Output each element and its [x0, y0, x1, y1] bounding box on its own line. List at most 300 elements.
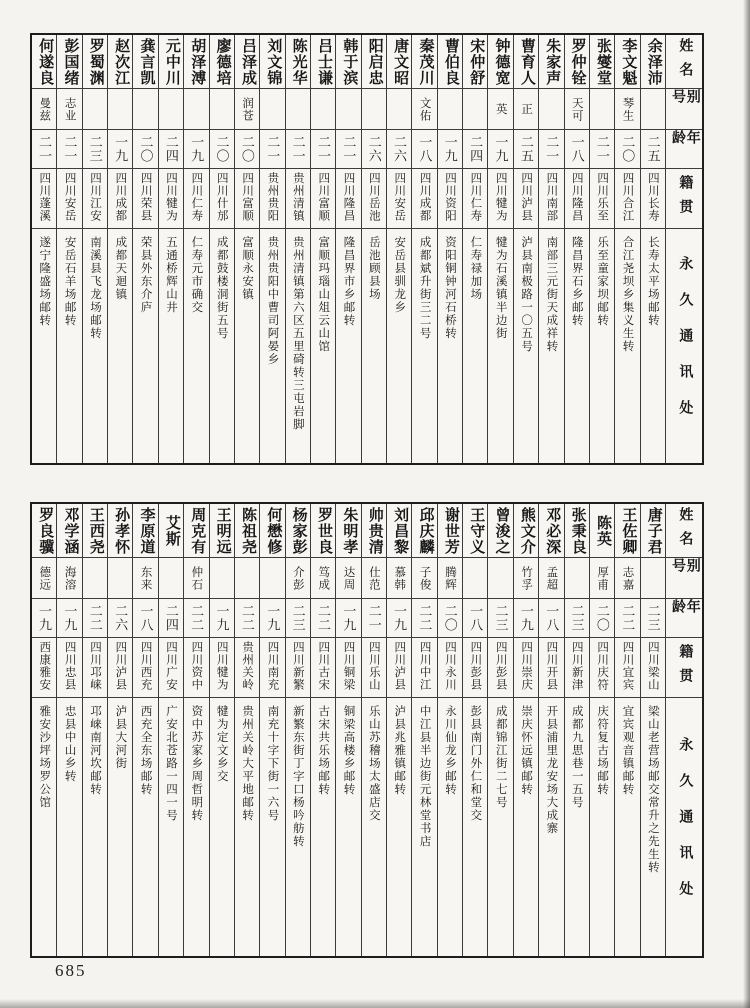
- entry-column: [108, 504, 133, 956]
- entry-age: 一八: [412, 130, 436, 169]
- entry-column: [260, 504, 285, 956]
- entry-name: 陈祖尧: [235, 504, 259, 558]
- entry-native-place: 四川资阳: [438, 169, 462, 229]
- entry-alias: [463, 89, 487, 130]
- entry-name: 张燮堂: [590, 35, 614, 89]
- entry-column: [463, 504, 488, 956]
- entry-alias: 竹孚: [514, 558, 538, 599]
- entry-native-place: 四川仁寿: [184, 169, 208, 229]
- entry-name: 罗世良: [311, 504, 335, 558]
- entry-native-place: 四川合江: [615, 169, 639, 229]
- entry-name: 王守义: [463, 504, 487, 558]
- entry-native-place: 四川资中: [184, 638, 208, 698]
- entry-column: [362, 35, 387, 463]
- entry-alias: [108, 89, 132, 130]
- entry-age: 二六: [362, 130, 386, 169]
- entry-alias: [260, 558, 284, 599]
- entry-address: 贵州关岭大平地邮转: [241, 705, 254, 822]
- entry-alias: [488, 558, 512, 599]
- entry-address: 贵州贵阳中曹司阿晏乡: [266, 236, 279, 366]
- entry-column: [184, 504, 209, 956]
- entry-column: [235, 504, 260, 956]
- entry-age: 二〇: [235, 130, 259, 169]
- entry-age: 二四: [159, 130, 183, 169]
- entry-address: 成都鼓楼洞街五号: [215, 236, 228, 340]
- entry-column: [539, 504, 564, 956]
- header-native-label: 籍贯: [666, 169, 702, 229]
- entry-name: 朱家声: [539, 35, 563, 89]
- entry-name: 何遂良: [32, 35, 56, 89]
- entry-alias: 介彭: [286, 558, 310, 599]
- entry-name: 钟德宽: [488, 35, 512, 89]
- entry-native-place: 四川泸县: [387, 638, 411, 698]
- entry-native-place: 四川泸县: [108, 638, 132, 698]
- entry-name: 周克有: [184, 504, 208, 558]
- entry-alias: 达周: [336, 558, 360, 599]
- entry-name: 彭国绪: [57, 35, 81, 89]
- entry-column: [32, 35, 57, 463]
- entry-name: 邱庆麟: [412, 504, 436, 558]
- entry-column: [159, 504, 184, 956]
- entry-age: 二一: [362, 599, 386, 638]
- entry-age: 二六: [387, 130, 411, 169]
- entry-name: 王佐卿: [615, 504, 639, 558]
- entry-address: 泸县南极路一〇五号: [520, 236, 533, 353]
- entry-age: 一九: [210, 599, 234, 638]
- entry-address: 隆昌界市乡邮转: [342, 236, 355, 327]
- entry-address: 雅安沙坪场罗公馆: [38, 705, 51, 809]
- entry-column: [387, 504, 412, 956]
- entry-age: 一九: [387, 599, 411, 638]
- entry-alias: [539, 89, 563, 130]
- entry-name: 元中川: [159, 35, 183, 89]
- entry-age: 二一: [336, 130, 360, 169]
- entry-column: [488, 35, 513, 463]
- header-alias-label: 别号: [666, 558, 702, 599]
- entry-column: [362, 504, 387, 956]
- entry-address: 彭县南门外仁和堂交: [469, 705, 482, 822]
- entry-age: 二二: [615, 599, 639, 638]
- entry-age: 一九: [184, 130, 208, 169]
- entry-age: 二一: [311, 130, 335, 169]
- entry-alias: 孟超: [539, 558, 563, 599]
- entry-native-place: 四川庆符: [590, 638, 614, 698]
- entry-column: [590, 504, 615, 956]
- entry-column: [590, 35, 615, 463]
- entry-column: [32, 504, 57, 956]
- header-column: [666, 504, 702, 956]
- entry-address: 五通桥辉山井: [165, 236, 178, 314]
- entry-age: 一八: [463, 599, 487, 638]
- entry-alias: 东来: [133, 558, 157, 599]
- entry-age: 二〇: [438, 599, 462, 638]
- header-column: [666, 35, 702, 463]
- entry-age: 一九: [57, 599, 81, 638]
- entry-column: [108, 35, 133, 463]
- entry-alias: [641, 89, 665, 130]
- entry-column: [565, 35, 590, 463]
- entry-column: [57, 504, 82, 956]
- entry-native-place: 西康雅安: [32, 638, 56, 698]
- entry-address: 新繁东街丁字口杨吟舫转: [291, 705, 304, 848]
- entry-address: 永川仙龙乡邮转: [443, 705, 456, 796]
- entry-native-place: 四川隆昌: [565, 169, 589, 229]
- entry-native-place: 四川江安: [83, 169, 107, 229]
- entry-native-place: 四川犍为: [488, 169, 512, 229]
- entry-age: 一九: [438, 130, 462, 169]
- entry-age: 二三: [565, 599, 589, 638]
- entry-age: 一八: [133, 599, 157, 638]
- entry-address: 广安北苍路一四一号: [165, 705, 178, 822]
- header-address-label: 永久通讯处: [677, 737, 693, 917]
- entry-native-place: 四川安岳: [57, 169, 81, 229]
- entry-age: 一九: [32, 599, 56, 638]
- entry-alias: [286, 89, 310, 130]
- entry-name: 刘昌黎: [387, 504, 411, 558]
- page-number: 685: [55, 961, 87, 980]
- directory-table-bottom: [30, 502, 704, 958]
- entry-alias: [641, 558, 665, 599]
- entry-name: 刘文锦: [260, 35, 284, 89]
- entry-alias: 海溶: [57, 558, 81, 599]
- entry-address: 长寿太平场邮转: [646, 236, 659, 327]
- entry-column: [57, 35, 82, 463]
- entry-native-place: 四川安岳: [387, 169, 411, 229]
- entry-alias: [159, 89, 183, 130]
- entry-column: [412, 35, 437, 463]
- entry-alias: [438, 89, 462, 130]
- entry-native-place: 四川邛崃: [83, 638, 107, 698]
- entry-address: 安岳县驯龙乡: [393, 236, 406, 314]
- entry-name: 曹伯良: [438, 35, 462, 89]
- entry-address: 资中苏家乡周哲明转: [190, 705, 203, 822]
- entry-native-place: 四川蓬溪: [32, 169, 56, 229]
- entry-age: 二一: [32, 130, 56, 169]
- entry-address: 开县浦里龙安场大成寨: [545, 705, 558, 835]
- entry-alias: [83, 558, 107, 599]
- entry-name: 韩于滨: [336, 35, 360, 89]
- entry-name: 罗仲铨: [565, 35, 589, 89]
- entry-column: [615, 35, 640, 463]
- entry-address: 犍为定文乡交: [215, 705, 228, 783]
- entry-name: 吕士谦: [311, 35, 335, 89]
- entry-native-place: 四川西充: [133, 638, 157, 698]
- entry-name: 朱明孝: [336, 504, 360, 558]
- entry-native-place: 四川成都: [108, 169, 132, 229]
- scan-edge-shadow-right: [743, 0, 750, 1008]
- entry-column: [514, 504, 539, 956]
- entry-age: 二二: [235, 599, 259, 638]
- entry-name: 曹育人: [514, 35, 538, 89]
- entry-address: 庆符复古场邮转: [596, 705, 609, 796]
- entry-address: 邛崃南河坎邮转: [88, 705, 101, 796]
- entry-column: [210, 35, 235, 463]
- entry-column: [311, 35, 336, 463]
- entry-name: 宋仲舒: [463, 35, 487, 89]
- entry-age: 二五: [641, 130, 665, 169]
- entry-alias: [260, 89, 284, 130]
- entry-age: 二四: [463, 130, 487, 169]
- entry-column: [184, 35, 209, 463]
- entry-age: 二一: [286, 130, 310, 169]
- entry-address: 犍为石溪镇半边街: [494, 236, 507, 340]
- entry-alias: [590, 89, 614, 130]
- entry-age: 一九: [336, 599, 360, 638]
- entry-age: 二〇: [210, 130, 234, 169]
- entry-age: 一八: [565, 130, 589, 169]
- entry-name: 杨家彭: [286, 504, 310, 558]
- entry-name: 唐文昭: [387, 35, 411, 89]
- entry-age: 二一: [260, 130, 284, 169]
- entry-native-place: 贵州清镇: [286, 169, 310, 229]
- entry-age: 一九: [488, 130, 512, 169]
- entry-age: 二〇: [133, 130, 157, 169]
- entry-alias: 仲石: [184, 558, 208, 599]
- entry-column: [260, 35, 285, 463]
- entry-alias: [235, 558, 259, 599]
- entry-age: 二三: [286, 599, 310, 638]
- entry-address: 泸县大河街: [114, 705, 127, 770]
- entry-age: 一九: [260, 599, 284, 638]
- header-address-label: 永久通讯处: [677, 256, 693, 436]
- entry-address: 隆昌界石乡邮转: [570, 236, 583, 327]
- entry-address: 西充全东场邮转: [139, 705, 152, 796]
- entry-name: 熊文介: [514, 504, 538, 558]
- entry-native-place: 四川什邡: [210, 169, 234, 229]
- entry-native-place: 四川南部: [539, 169, 563, 229]
- entry-column: [235, 35, 260, 463]
- entry-address: 遂宁隆盛场邮转: [38, 236, 51, 327]
- entry-name: 罗良骥: [32, 504, 56, 558]
- entry-age: 二一: [57, 130, 81, 169]
- entry-column: [286, 504, 311, 956]
- entry-column: [412, 504, 437, 956]
- entry-address: 古宋共乐场邮转: [317, 705, 330, 796]
- entry-address: 资阳铜钟河石桥转: [443, 236, 456, 340]
- entry-native-place: 贵州关岭: [235, 638, 259, 698]
- entry-column: [83, 504, 108, 956]
- entry-column: [463, 35, 488, 463]
- entry-address: 成都天迴镇: [114, 236, 127, 301]
- entry-age: 一八: [539, 599, 563, 638]
- header-name-label: 姓名: [666, 504, 702, 558]
- entry-alias: 曼兹: [32, 89, 56, 130]
- header-name-label: 姓名: [666, 35, 702, 89]
- entry-age: 二二: [83, 599, 107, 638]
- entry-age: 二三: [641, 599, 665, 638]
- entry-alias: 慕韩: [387, 558, 411, 599]
- entry-native-place: 四川隆昌: [336, 169, 360, 229]
- entry-age: 二〇: [615, 130, 639, 169]
- entry-age: 二二: [311, 599, 335, 638]
- header-native-label: 籍贯: [666, 638, 702, 698]
- entry-column: [387, 35, 412, 463]
- entry-native-place: 四川成都: [412, 169, 436, 229]
- entry-native-place: 四川泸县: [514, 169, 538, 229]
- entry-address: 富顺玛瑙山俎云山馆: [317, 236, 330, 353]
- entry-column: [311, 504, 336, 956]
- entry-address: 合江尧坝乡集义生转: [621, 236, 634, 353]
- entry-column: [336, 35, 361, 463]
- entry-age: 二五: [514, 130, 538, 169]
- entry-age: 二二: [184, 599, 208, 638]
- entry-name: 曾浚之: [488, 504, 512, 558]
- entry-address: 宜宾观音镇邮转: [621, 705, 634, 796]
- entry-column: [286, 35, 311, 463]
- entry-age: 一九: [514, 599, 538, 638]
- entry-name: 罗蜀渊: [83, 35, 107, 89]
- entry-address: 安岳石羊场邮转: [63, 236, 76, 327]
- entry-native-place: 四川乐山: [362, 638, 386, 698]
- entry-alias: [362, 89, 386, 130]
- entry-column: [565, 504, 590, 956]
- entry-address: 岳池顾县场: [367, 236, 380, 301]
- entry-name: 张秉良: [565, 504, 589, 558]
- entry-address: 南部三元街天成祥转: [545, 236, 558, 353]
- entry-age: 二〇: [590, 599, 614, 638]
- entry-name: 吕泽成: [235, 35, 259, 89]
- entry-alias: [336, 89, 360, 130]
- entry-alias: 英: [488, 89, 512, 130]
- entry-alias: 文佑: [412, 89, 436, 130]
- entry-address: 成都斌升街三二号: [418, 236, 431, 340]
- entry-column: [133, 504, 158, 956]
- entry-address: 成都九思巷一五号: [570, 705, 583, 809]
- entry-alias: [387, 89, 411, 130]
- entry-native-place: 四川乐至: [590, 169, 614, 229]
- entry-native-place: 四川富顺: [235, 169, 259, 229]
- entry-name: 谢世芳: [438, 504, 462, 558]
- entry-alias: 仕范: [362, 558, 386, 599]
- entry-alias: [463, 558, 487, 599]
- header-alias-label: 别号: [666, 89, 702, 130]
- entry-address: 铜梁高楼乡邮转: [342, 705, 355, 796]
- entry-age: 二一: [590, 130, 614, 169]
- entry-name: 龚言凯: [133, 35, 157, 89]
- entry-native-place: 四川宜宾: [615, 638, 639, 698]
- entry-alias: [565, 558, 589, 599]
- entry-native-place: 四川犍为: [210, 638, 234, 698]
- entry-name: 陈光华: [286, 35, 310, 89]
- entry-address: 乐山苏稽场太盛店交: [367, 705, 380, 822]
- entry-age: 二四: [159, 599, 183, 638]
- entry-age: 二六: [108, 599, 132, 638]
- entry-name: 何懋修: [260, 504, 284, 558]
- entry-native-place: 四川忠县: [57, 638, 81, 698]
- entry-name: 帅贵清: [362, 504, 386, 558]
- directory-table-top: [30, 33, 704, 465]
- entry-column: [641, 35, 666, 463]
- entry-native-place: 四川新津: [565, 638, 589, 698]
- entry-alias: 志业: [57, 89, 81, 130]
- entry-column: [336, 504, 361, 956]
- entry-native-place: 四川富顺: [311, 169, 335, 229]
- entry-name: 艾斯: [159, 504, 183, 558]
- entry-native-place: 四川仁寿: [463, 169, 487, 229]
- entry-column: [133, 35, 158, 463]
- entry-address: 南溪县飞龙场邮转: [88, 236, 101, 340]
- header-age-label: 年龄: [666, 130, 702, 169]
- entry-name: 孙孝怀: [108, 504, 132, 558]
- entry-age: 二二: [412, 599, 436, 638]
- entry-alias: [133, 89, 157, 130]
- entry-native-place: 四川永川: [438, 638, 462, 698]
- entry-alias: [159, 558, 183, 599]
- entry-alias: [108, 558, 132, 599]
- entry-address: 仁寿禄加场: [469, 236, 482, 301]
- entry-native-place: 四川开县: [539, 638, 563, 698]
- entry-age: 二三: [488, 599, 512, 638]
- entry-address: 梁山老营场邮交常升之先生转: [646, 705, 659, 874]
- entry-name: 李文魁: [615, 35, 639, 89]
- entry-name: 邓学涵: [57, 504, 81, 558]
- entry-name: 唐子君: [641, 504, 665, 558]
- entry-native-place: 四川广安: [159, 638, 183, 698]
- entry-age: 二三: [83, 130, 107, 169]
- entry-column: [210, 504, 235, 956]
- entry-alias: 笃成: [311, 558, 335, 599]
- entry-address: 泸县兆雅镇邮转: [393, 705, 406, 796]
- entry-alias: 德远: [32, 558, 56, 599]
- entry-name: 李原道: [133, 504, 157, 558]
- entry-native-place: 四川长寿: [641, 169, 665, 229]
- entry-alias: 子俊: [412, 558, 436, 599]
- entry-name: 阳启忠: [362, 35, 386, 89]
- entry-name: 王西尧: [83, 504, 107, 558]
- entry-alias: 厚甫: [590, 558, 614, 599]
- entry-address: 崇庆怀远镇邮转: [520, 705, 533, 796]
- entry-name: 胡泽溥: [184, 35, 208, 89]
- entry-column: [514, 35, 539, 463]
- entry-name: 邓必深: [539, 504, 563, 558]
- entry-name: 赵次江: [108, 35, 132, 89]
- entry-alias: [83, 89, 107, 130]
- entry-address: 贵州清镇第六区五里碕转三屯岩脚: [291, 236, 304, 431]
- entry-address: 成都锦江街二七号: [494, 705, 507, 809]
- entry-native-place: 四川新繁: [286, 638, 310, 698]
- entry-alias: 天可: [565, 89, 589, 130]
- entry-alias: [210, 558, 234, 599]
- entry-address: 中江县半边街元林堂书店: [418, 705, 431, 848]
- scan-edge-shadow-bottom: [0, 999, 750, 1008]
- entry-name: 廖德培: [210, 35, 234, 89]
- entry-alias: 琴生: [615, 89, 639, 130]
- entry-column: [615, 504, 640, 956]
- entry-native-place: 四川岳池: [362, 169, 386, 229]
- entry-native-place: 四川南充: [260, 638, 284, 698]
- entry-alias: 润苍: [235, 89, 259, 130]
- entry-address: 荣县外东介庐: [139, 236, 152, 314]
- entry-native-place: 四川彭县: [488, 638, 512, 698]
- entry-address: 南充十字下街一六号: [266, 705, 279, 822]
- entry-native-place: 四川犍为: [159, 169, 183, 229]
- entry-alias: 正: [514, 89, 538, 130]
- entry-alias: 腾辉: [438, 558, 462, 599]
- entry-name: 王明远: [210, 504, 234, 558]
- entry-address: 乐至童家坝邮转: [596, 236, 609, 327]
- entry-column: [488, 504, 513, 956]
- entry-alias: 志嘉: [615, 558, 639, 599]
- entry-name: 余泽沛: [641, 35, 665, 89]
- entry-column: [539, 35, 564, 463]
- entry-address: 仁寿元市确交: [190, 236, 203, 314]
- entry-column: [438, 504, 463, 956]
- entry-native-place: 四川梁山: [641, 638, 665, 698]
- entry-column: [641, 504, 666, 956]
- entry-age: 一九: [108, 130, 132, 169]
- entry-native-place: 四川中江: [412, 638, 436, 698]
- entry-column: [83, 35, 108, 463]
